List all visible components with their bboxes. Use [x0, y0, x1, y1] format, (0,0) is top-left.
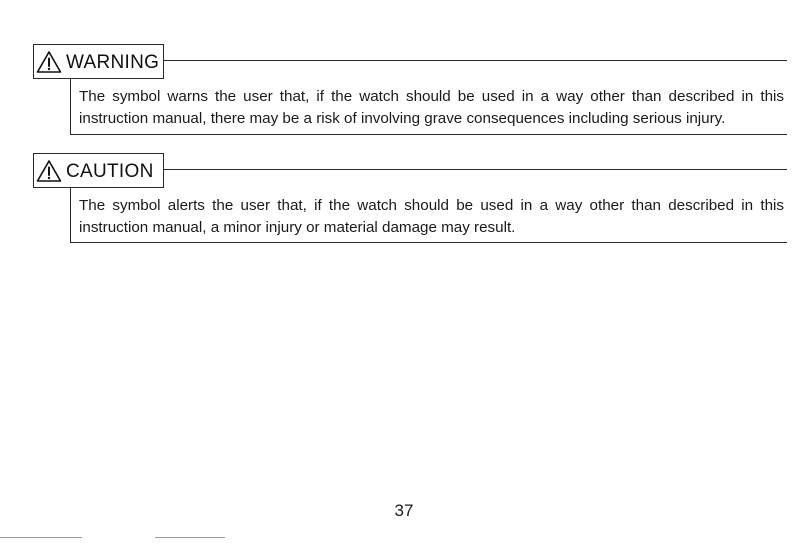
- warning-body: [70, 79, 787, 135]
- page-number: 37: [394, 501, 414, 520]
- caution-label-box: [33, 153, 164, 188]
- warning-triangle-icon: [36, 159, 62, 183]
- scan-edge-rule: [0, 537, 82, 538]
- warning-label: WARNING: [66, 52, 160, 73]
- warning-triangle-icon: [36, 50, 62, 74]
- caution-top-rule: [164, 169, 787, 170]
- warning-label-box: [33, 44, 164, 79]
- warning-text: The symbol warns the user that, if the watch should be used in a way other than described in this instruction manual, there may be a risk of involving grave consequences including serious injury.: [79, 88, 784, 127]
- warning-top-rule: [164, 60, 787, 61]
- caution-text: The symbol alerts the user that, if the watch should be used in a way other than described in this instruction manual, a minor injury or material damage may result.: [79, 197, 784, 236]
- caution-label: CAUTION: [66, 161, 154, 182]
- scan-edge-rule: [155, 537, 225, 538]
- caution-body: [70, 188, 787, 243]
